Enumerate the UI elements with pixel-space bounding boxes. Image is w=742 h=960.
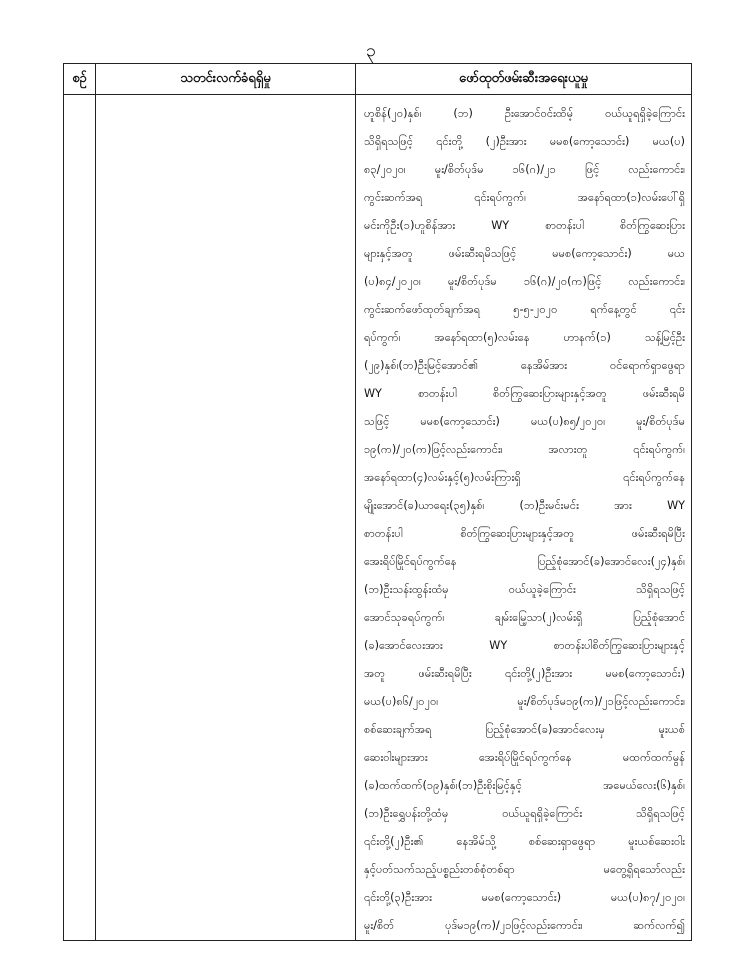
header-information-received: သတင်းလက်ခံရရှိမှု: [96, 64, 356, 95]
table-row: [64, 95, 692, 941]
header-serial: စဉ်: [64, 64, 96, 95]
text-line: မယ(ပ)၈၆/၂၀၂၀၊ မူး/စိတ်ပုဒ်မ၁၉(က)/၂၁ဖြင့်လည်းကောင်း၊: [364, 695, 685, 708]
action-cell: [356, 95, 692, 941]
text-line: ရပ်ကွက်၊ အနော်ရထာ(၅)လမ်းနေ ဟာနက်(၁) သန့်မြင့်ဦး: [364, 331, 685, 344]
text-line: ၎င်းတို့(၃)ဦးအား မမစ(ကော့သောင်း) မယ(ပ)၈၇/၂၀၂၀၊: [364, 891, 685, 904]
text-line: မင်းကိုဦး(၁)ဟူစိန်အား WY စာတန်းပါ စိတ်ကြွဆေးပြား: [364, 219, 685, 232]
text-line: အောင်သုခရပ်ကွက်၊ ချမ်းမြေ့သာ(၂)လမ်းရှိ ပြည့်စုံအောင်: [364, 611, 685, 624]
text-line: ၈၃/၂၀၂၀၊ မူး/စိတ်ပုဒ်မ ၁၆(ဂ)/၂၁ ဖြင့် လည်းကောင်း၊: [364, 163, 685, 176]
action-text: [356, 95, 691, 940]
serial-cell: [64, 95, 96, 941]
text-line: စစ်ဆေးချက်အရ ပြည့်စုံအောင်(ခ)အောင်လေးမှ မူးယစ်: [364, 723, 685, 736]
text-line: ကွင်းဆက်ဖော်ထုတ်ချက်အရ ၅-၅-၂၀၂၀ ရက်နေ့တွင် ၎င်း: [364, 303, 685, 316]
text-line: သိရှိရသဖြင့် ၎င်းတို့ (၂)ဦးအား မမစ(ကော့သောင်း) မယ(ပ): [364, 135, 685, 148]
text-line: အေးရိပ်မြိုင်ရပ်ကွက်နေ ပြည့်စုံအောင်(ခ)အောင်လေး(၂၄)နှစ်၊: [364, 555, 685, 568]
text-line: ဟူစိန်(၂၀)နှစ်၊ (ဘ) ဦးအောင်ဝင်းထိမ့် ဝယ်ယူရရှိခဲ့ကြောင်း: [364, 107, 685, 120]
text-line: နှင့်ပတ်သက်သည့်ပစ္စည်းတစ်စုံတစ်ရာ မတွေ့ရှိရသော်လည်း: [364, 863, 685, 876]
text-line: (ပ)၈၄/၂၀၂၀၊ မူး/စိတ်ပုဒ်မ ၁၆(ဂ)/၂၀(က)ဖြင့် လည်းကောင်း၊: [364, 275, 685, 288]
text-line: (ဘ)ဦးသန်းထွန်းထံမှ ဝယ်ယူခဲ့ကြောင်း သိရှိရသဖြင့်: [364, 583, 685, 596]
text-line: WY စာတန်းပါ စိတ်ကြွဆေးပြားများနှင့်အတူ ဖမ်းဆီးရမိ: [364, 387, 685, 400]
text-line: အတူ ဖမ်းဆီးရမိပြီး ၎င်းတို့(၂)ဦးအား မမစ(ကော့သောင်း): [364, 667, 685, 680]
table-header-row: [64, 64, 692, 95]
text-line: မူး/စိတ် ပုဒ်မ၁၉(က)/၂၁ဖြင့်လည်းကောင်း၊ ဆက်လက်၍: [364, 919, 685, 932]
text-line: ဆေးဝါးများအား အေးရိပ်မြိုင်ရပ်ကွက်နေ မထက်ထက်မွန်: [364, 751, 685, 764]
text-line: အနော်ရထာ(၄)လမ်းနှင့်(၅)လမ်းကြားရှိ ၎င်းရပ်ကွက်နေ: [364, 471, 685, 484]
page-number: ၃: [365, 40, 377, 61]
text-line: ၎င်းတို့(၂)ဦး၏ နေအိမ်သို့ စစ်ဆေးရှာဖွေရာ မူးယစ်ဆေးဝါး: [364, 835, 685, 848]
text-line: မျိုးအောင်(ခ)ယာရေး(၃၅)နှစ်၊ (ဘ)ဦးမင်းမင်း အား WY: [364, 499, 685, 512]
text-line: (ဘ)ဦးရွှေပန်းတို့ထံမှ ဝယ်ယူရရှိခဲ့ကြောင်း သိရှိရသဖြင့်: [364, 807, 685, 820]
text-line: စာတန်းပါ စိတ်ကြွဆေးပြားများနှင့်အတူ ဖမ်းဆီးရမိပြီး: [364, 527, 685, 540]
header-action-taken: ဖော်ထုတ်ဖမ်းဆီးအရေးယူမှု: [356, 64, 692, 95]
text-line: (ခ)အောင်လေးအား WY စာတန်းပါစိတ်ကြွဆေးပြားများနှင့်: [364, 639, 685, 652]
information-cell: [96, 95, 356, 941]
text-line: ၁၉(က)/၂၀(က)ဖြင့်လည်းကောင်း၊ အလားတူ ၎င်းရပ်ကွက်၊: [364, 443, 685, 456]
document-table: [63, 63, 692, 941]
text-line: ကွင်းဆက်အရ ၎င်းရပ်ကွက်၊ အနော်ရထာ(၁)လမ်းပေါ်ရှိ: [364, 191, 685, 204]
text-line: များနှင့်အတူ ဖမ်းဆီးရမိသဖြင့် မမစ(ကော့သောင်း) မယ: [364, 247, 685, 260]
text-line: (ခ)ထက်ထက်(၁၉)နှစ်၊(ဘ)ဦးစိုးမြင့်နှင့် အမေယ်လေး(၆)နှစ်၊: [364, 779, 685, 792]
text-line: သဖြင့် မမစ(ကော့သောင်း) မယ(ပ)၈၅/၂၀၂၀၊ မူး/စိတ်ပုဒ်မ: [364, 415, 685, 428]
text-line: (၂၉)နှစ်၊(ဘ)ဦးမြင့်အောင်၏ နေအိမ်အား ဝင်ရောက်ရှာဖွေရာ: [364, 359, 685, 372]
